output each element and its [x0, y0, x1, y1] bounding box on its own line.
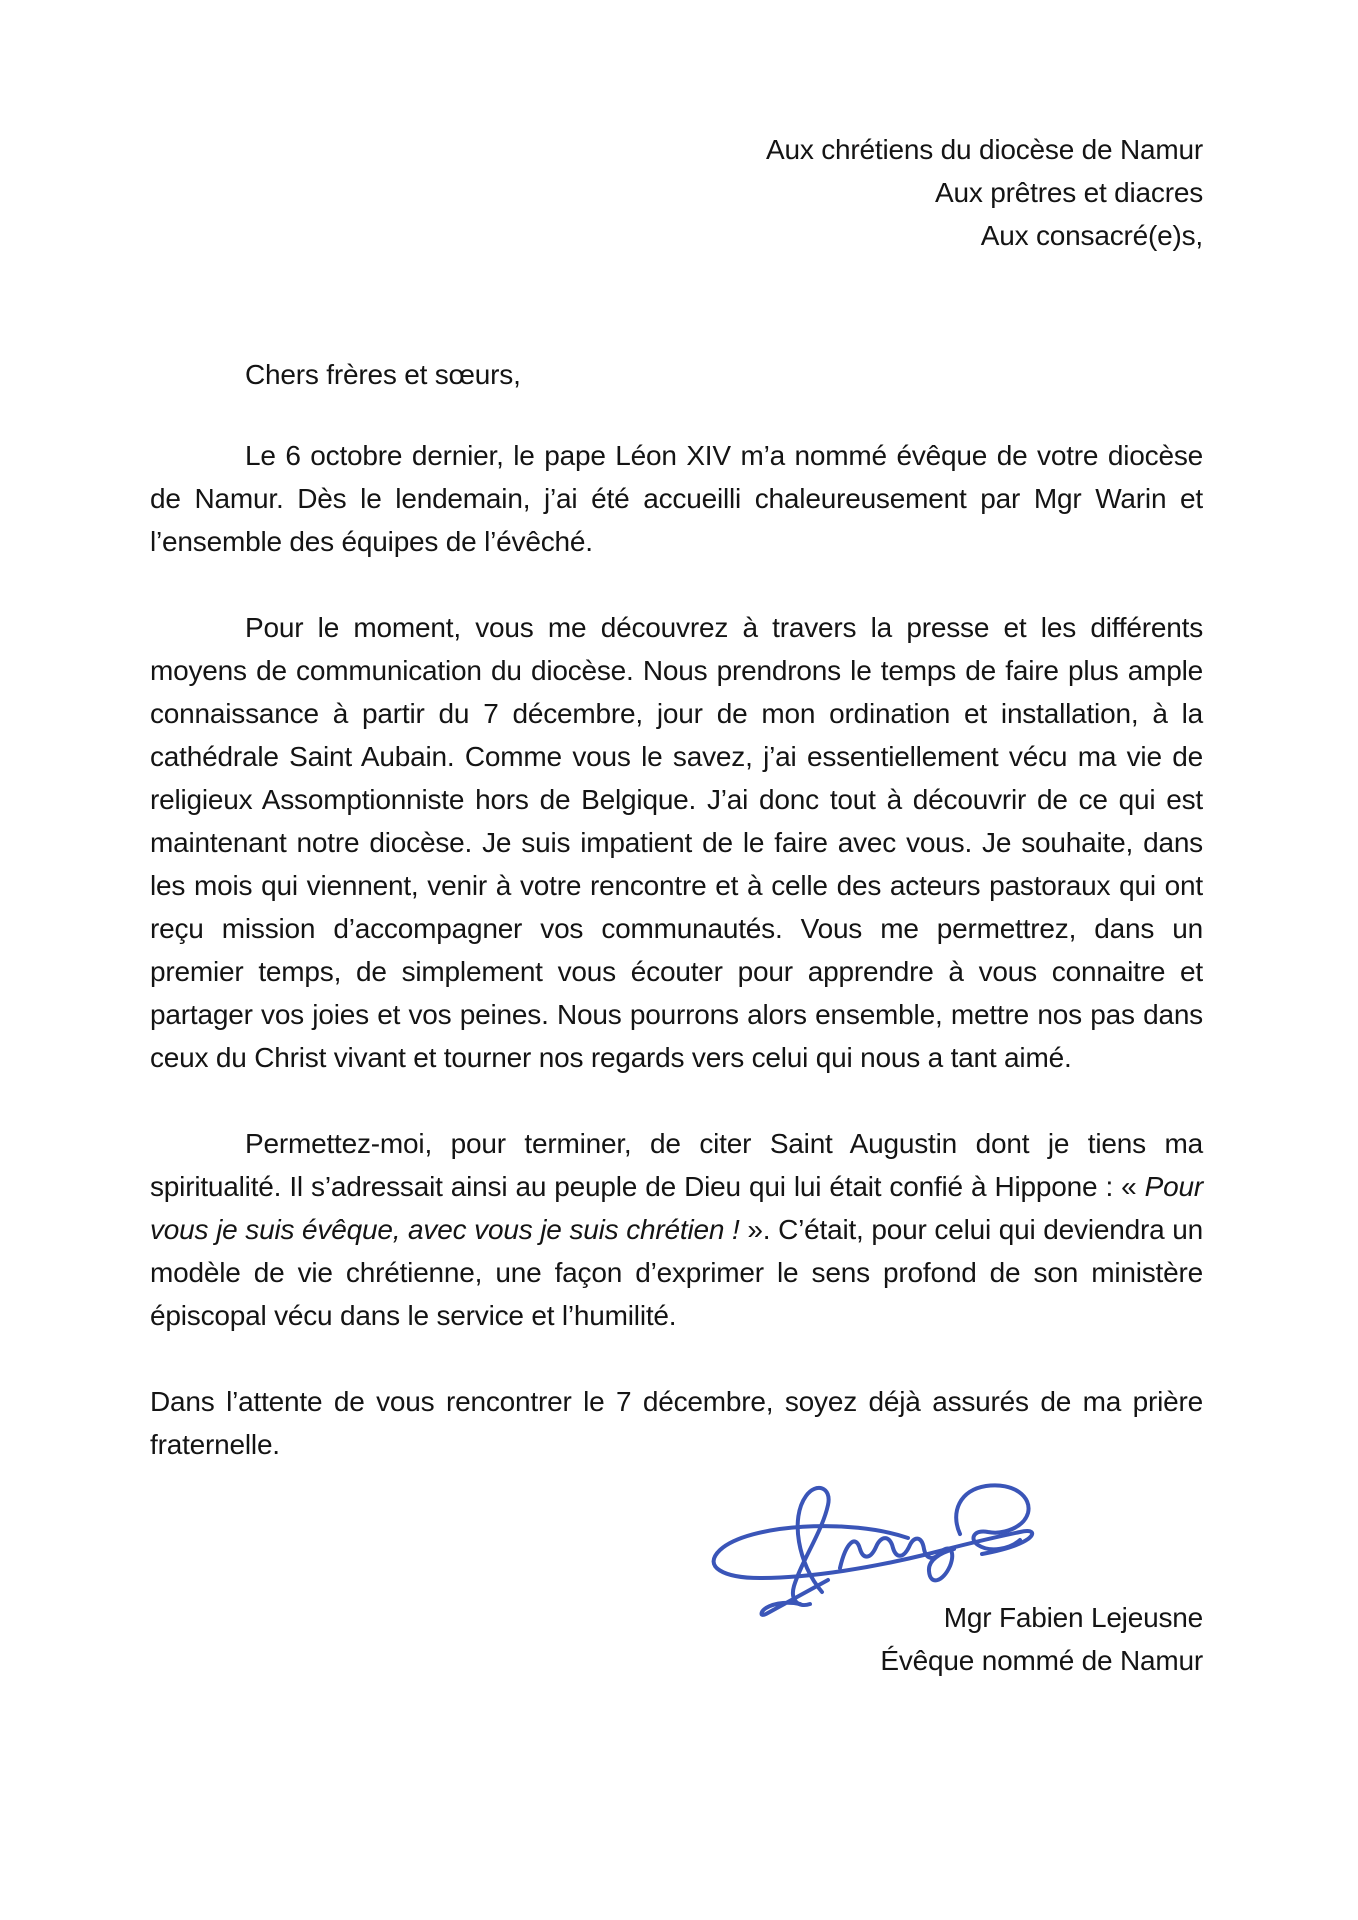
recipients-block [150, 128, 1203, 257]
paragraph-presentation: Pour le moment, vous me découvrez à travers la presse et les différents moyens de communication du diocèse. Nous prendrons le temps de faire plus ample connaissance à partir du 7 décembre, jour de mon ordination et installation, à la cathédrale Saint Aubain. Comme vous le savez, j’ai essentiellement vécu ma vie de religieux Assomptionniste hors de Belgique. J’ai donc tout à découvrir de ce qui est maintenant notre diocèse. Je suis impatient de le faire avec vous. Je souhaite, dans les mois qui viennent, venir à votre rencontre et à celle des acteurs pastoraux qui ont reçu mission d’accompagner vos communautés. Vous me permettrez, dans un premier temps, de simplement vous écouter pour apprendre à vous connaitre et partager vos joies et vos peines. Nous pourrons alors ensemble, mettre nos pas dans ceux du Christ vivant et tourner nos regards vers celui qui nous a tant aimé. [150, 612, 1203, 1073]
citation-before: Permettez-moi, pour terminer, de citer Saint Augustin dont je tiens ma spiritualité. Il s’adressait ainsi au peuple de Dieu qui lui était confié à Hippone : « [150, 1128, 1203, 1202]
recipient-line: Aux prêtres et diacres [935, 177, 1203, 208]
signatory-title: Évêque nommé de Namur [880, 1645, 1203, 1676]
paragraph-nomination: Le 6 octobre dernier, le pape Léon XIV m’a nommé évêque de votre diocèse de Namur. Dès le lendemain, j’ai été accueilli chaleureusement par Mgr Warin et l’ensemble des équipes de l’évêché. [150, 440, 1203, 557]
signatory-name: Mgr Fabien Lejeusne [943, 1602, 1203, 1633]
salutation: Chers frères et sœurs, [245, 359, 521, 390]
signoff-block [150, 1596, 1203, 1682]
paragraph-closing: Dans l’attente de vous rencontrer le 7 décembre, soyez déjà assurés de ma prière fraternelle. [150, 1386, 1203, 1460]
citation-quote-italic: Pour vous je suis évêque, avec vous je suis chrétien ! [150, 1171, 1203, 1245]
paragraph-citation [150, 1122, 1203, 1337]
signature-block [150, 1474, 1203, 1682]
recipient-line: Aux chrétiens du diocèse de Namur [766, 134, 1203, 165]
recipient-line: Aux consacré(e)s, [980, 220, 1203, 251]
citation-after: ». C’était, pour celui qui deviendra un modèle de vie chrétienne, une façon d’exprimer le sens profond de son ministère épiscopal vécu dans le service et l’humilité. [150, 1214, 1203, 1331]
